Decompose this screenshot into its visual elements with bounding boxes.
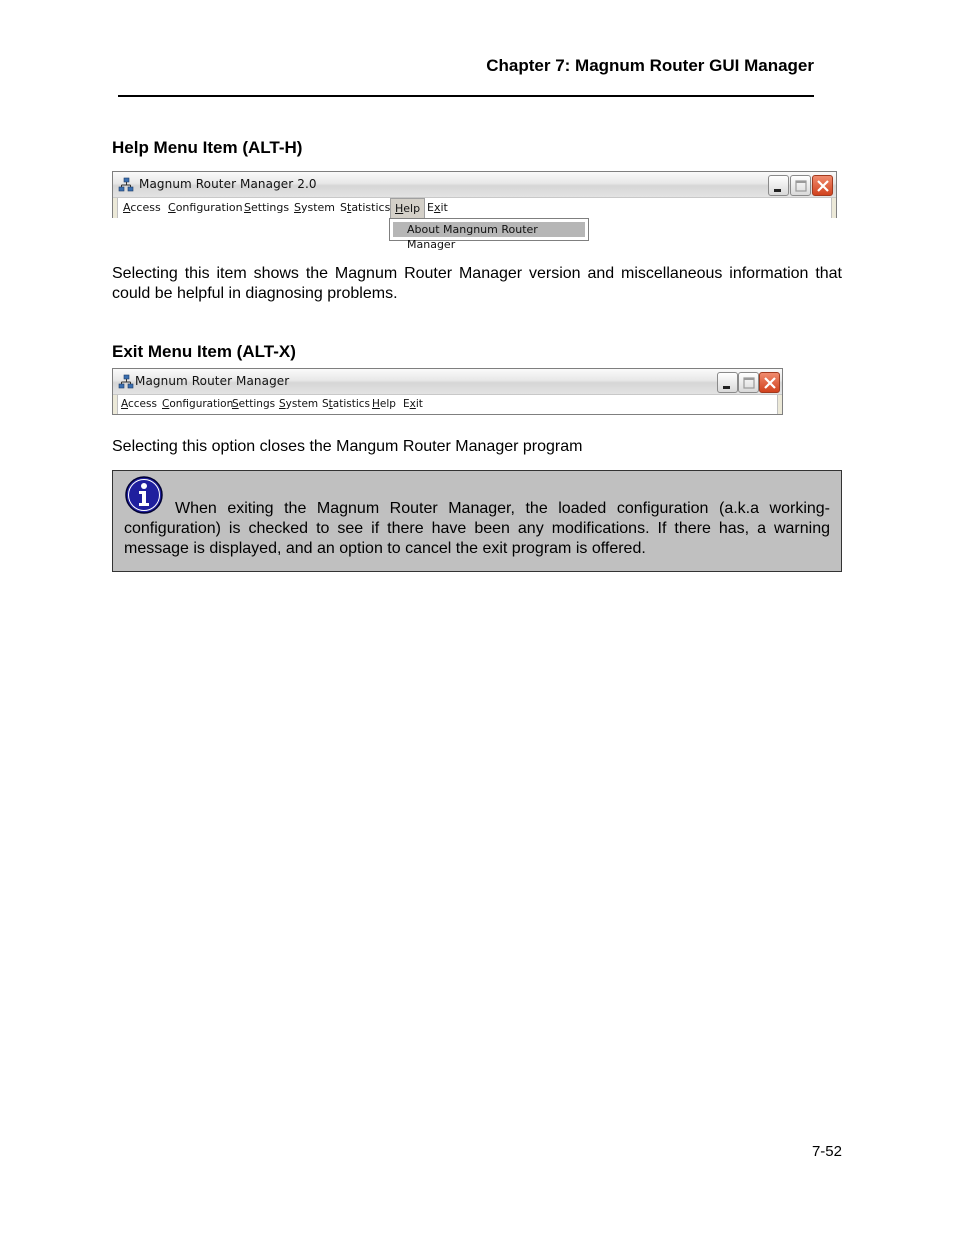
menu-bar (117, 395, 778, 414)
menu-system[interactable]: System (279, 398, 319, 410)
menu-bar (117, 198, 832, 218)
exit-window-screenshot (112, 368, 783, 415)
window-title: Magnum Router Manager 2.0 (139, 177, 317, 191)
maximize-icon (791, 176, 812, 197)
menu-settings[interactable]: Settings (244, 201, 290, 214)
menu-configuration[interactable]: Configuration (168, 201, 243, 214)
menu-help[interactable]: Help (372, 398, 396, 410)
exit-section-heading: Exit Menu Item (ALT-X) (112, 342, 296, 361)
menu-settings[interactable]: Settings (232, 398, 276, 410)
menu-statistics[interactable]: Statistics (322, 398, 371, 410)
window-title: Magnum Router Manager (135, 374, 290, 388)
menu-item-about[interactable]: About Mangnum Router Manager (393, 222, 585, 237)
help-description: Selecting this item shows the Magnum Router Manager version and miscellaneous information that could be helpful in diagnosing problems. (112, 265, 842, 302)
menu-exit[interactable]: Exit (403, 398, 423, 410)
close-icon (760, 373, 781, 394)
chapter-title: Chapter 7: Magnum Router GUI Manager (486, 56, 814, 75)
help-section-heading: Help Menu Item (ALT-H) (112, 138, 303, 157)
menu-help[interactable]: Help (390, 198, 425, 218)
page-number: 7-52 (811, 1143, 842, 1160)
note-box (112, 470, 842, 572)
note-text: When exiting the Magnum Router Manager, the loaded configuration (a.k.a working-configuration) is checked to see if there have been any modifications. If there has, a warning message is displayed, and an option to cancel the exit program is offered. (124, 500, 830, 557)
close-button[interactable] (812, 175, 833, 196)
window-titlebar (113, 369, 782, 395)
minimize-icon (769, 176, 790, 197)
minimize-button[interactable] (768, 175, 789, 196)
network-app-icon (118, 374, 134, 390)
header-rule (118, 95, 814, 97)
exit-description: Selecting this option closes the Mangum Router Manager program (112, 438, 583, 455)
network-app-icon (118, 177, 134, 193)
help-dropdown-menu (389, 218, 589, 251)
window-titlebar (113, 172, 836, 198)
close-icon (813, 176, 834, 197)
maximize-button[interactable] (790, 175, 811, 196)
menu-configuration[interactable]: Configuration (162, 398, 234, 410)
minimize-button[interactable] (717, 372, 738, 393)
menu-exit[interactable]: Exit (427, 201, 448, 214)
menu-system[interactable]: System (294, 201, 336, 214)
menu-statistics[interactable]: Statistics (340, 201, 391, 214)
close-button[interactable] (759, 372, 780, 393)
maximize-icon (739, 373, 760, 394)
minimize-icon (718, 373, 739, 394)
menu-access[interactable]: Access (121, 398, 157, 410)
maximize-button[interactable] (738, 372, 759, 393)
menu-access[interactable]: Access (123, 201, 161, 214)
help-window-screenshot (112, 171, 837, 218)
